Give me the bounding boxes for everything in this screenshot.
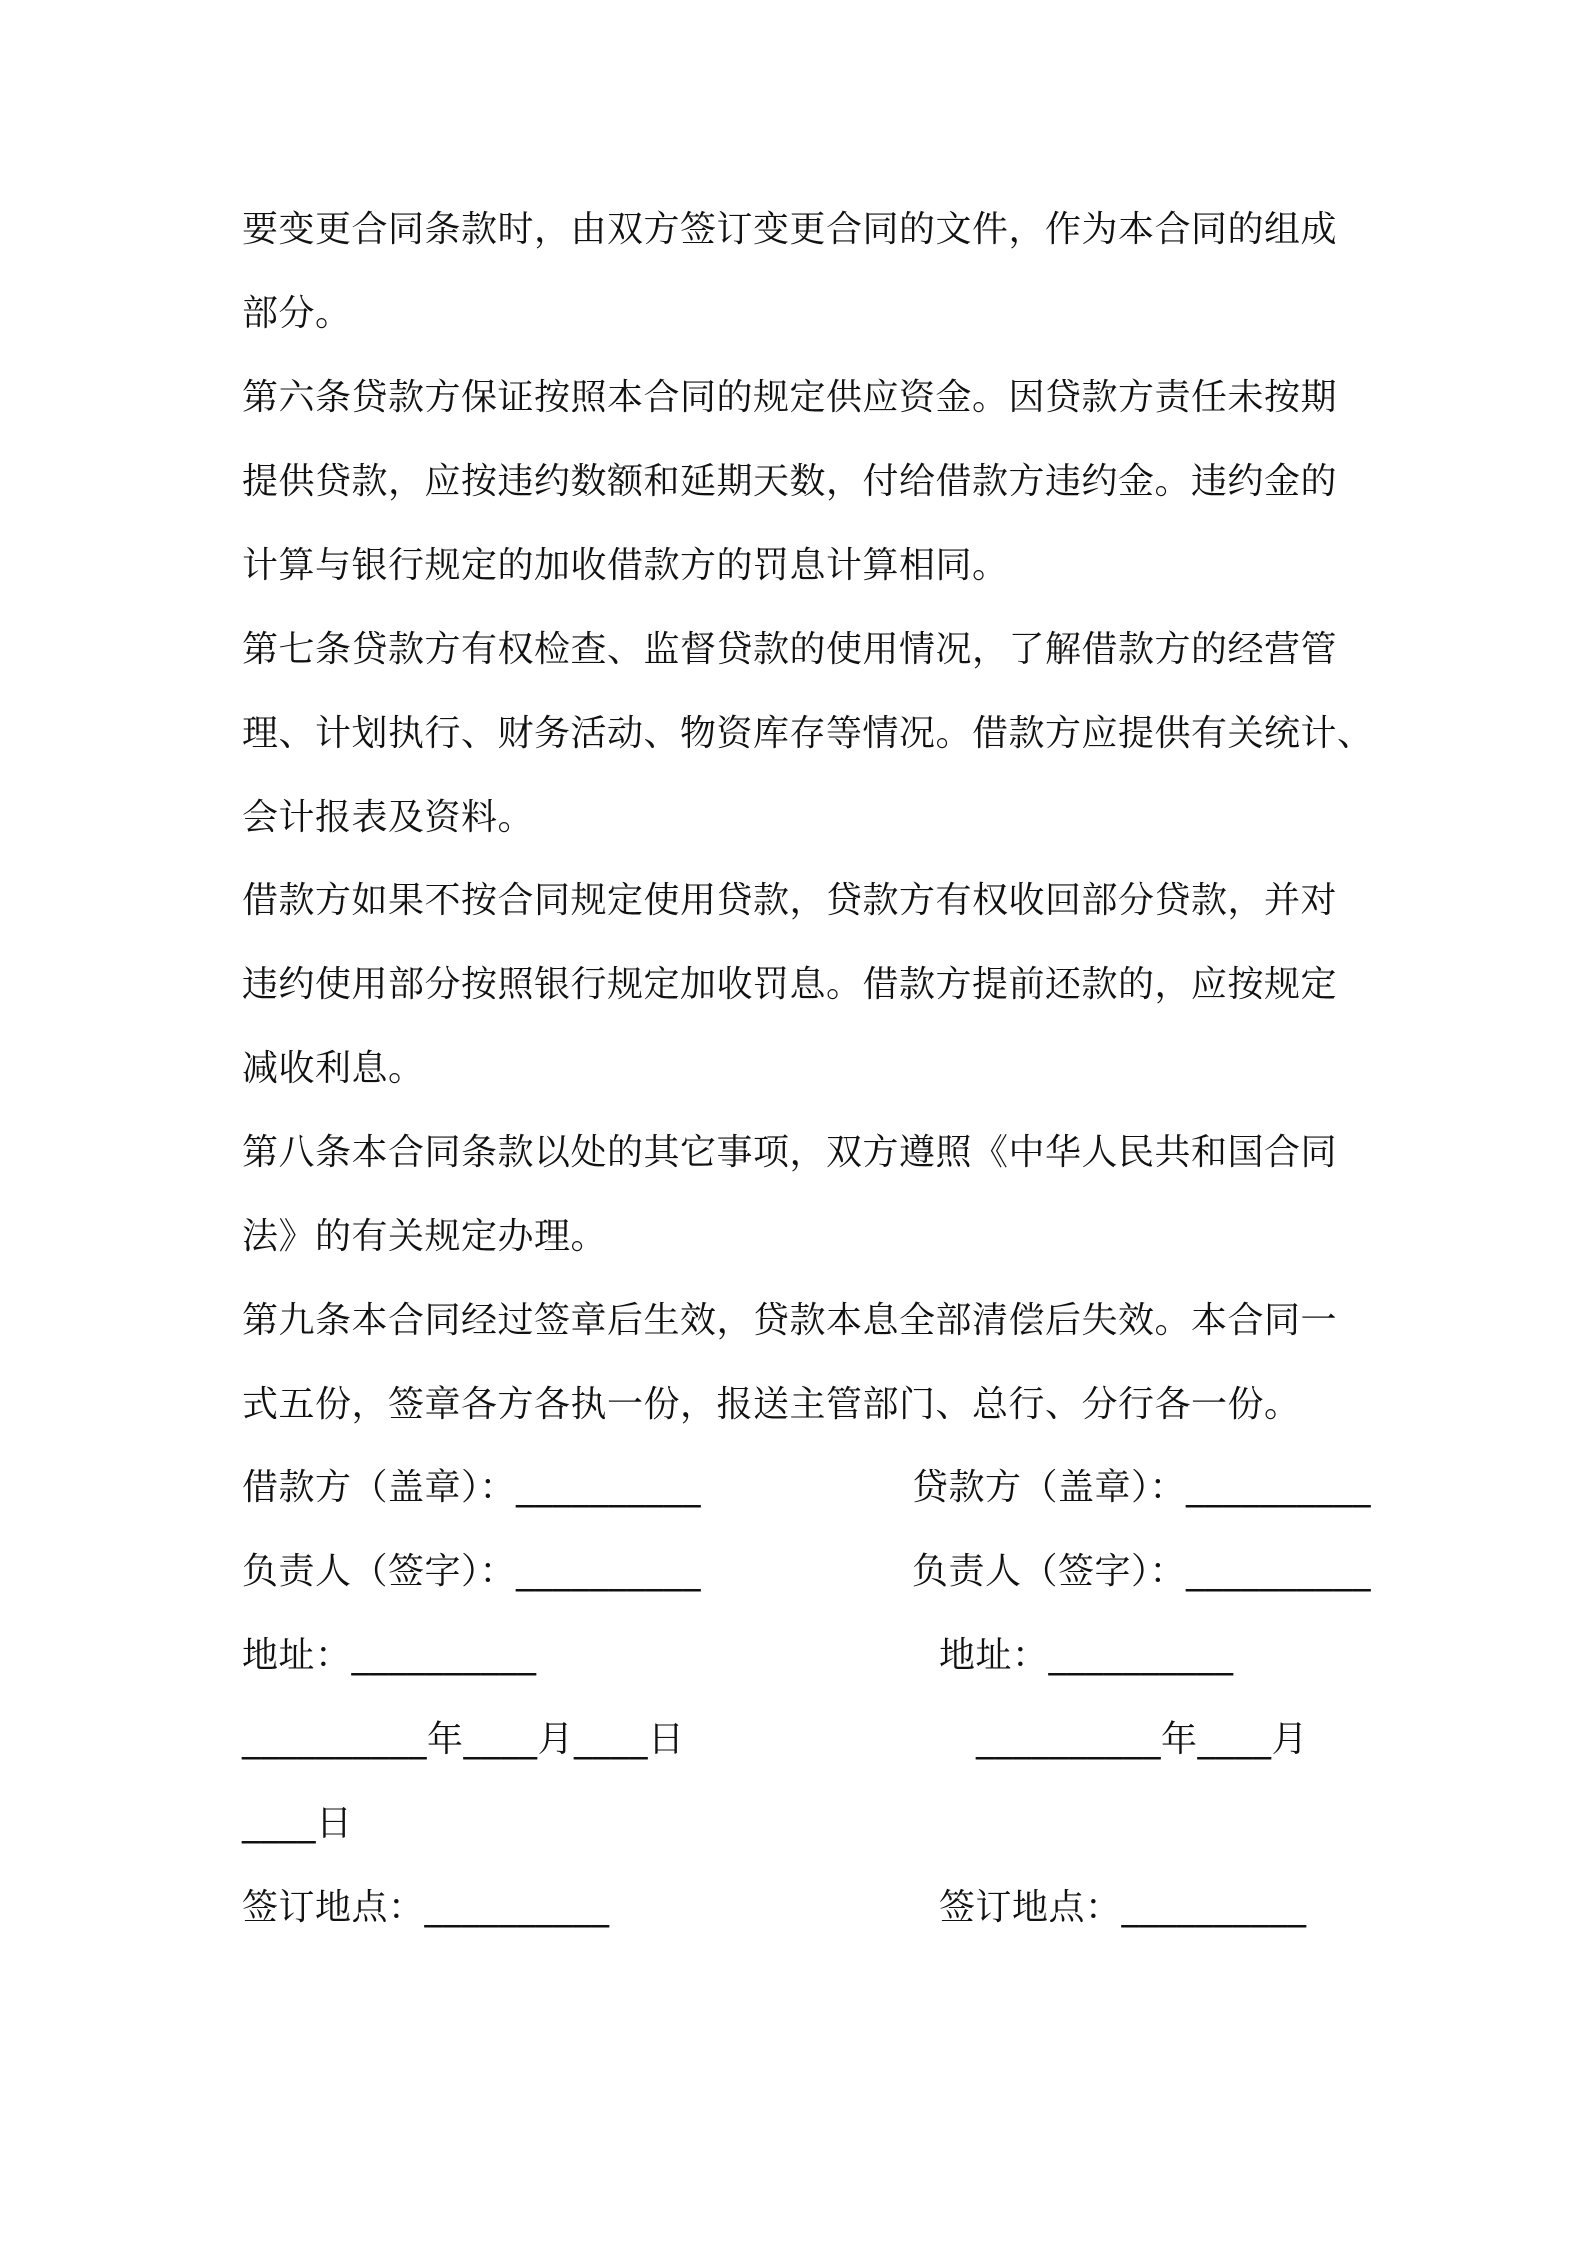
- borrower-seal-field: 借款方（盖章）：__________: [242, 1467, 702, 1508]
- borrower-place-field: 签订地点：__________: [242, 1887, 610, 1928]
- clause-line: 提供贷款，应按违约数额和延期天数，付给借款方违约金。违约金的: [242, 461, 1338, 502]
- clause-line: 要变更合同条款时，由双方签订变更合同的文件，作为本合同的组成: [242, 209, 1338, 250]
- lender-place-field: 签订地点：__________: [939, 1887, 1307, 1928]
- lender-seal-field: 贷款方（盖章）：__________: [912, 1467, 1372, 1508]
- lender-responsible-field: 负责人（签字）：__________: [912, 1551, 1372, 1592]
- clause-line: 第六条贷款方保证按照本合同的规定供应资金。因贷款方责任未按期: [242, 377, 1338, 418]
- clause-line: 借款方如果不按合同规定使用贷款，贷款方有权收回部分贷款，并对: [242, 880, 1338, 921]
- clause-line: 第八条本合同条款以处的其它事项，双方遵照《中华人民共和国合同: [242, 1132, 1338, 1173]
- clause-line: 式五份，签章各方各执一份，报送主管部门、总行、分行各一份。: [242, 1384, 1301, 1425]
- clause-line: 部分。: [242, 293, 352, 334]
- borrower-address-field: 地址：__________: [242, 1635, 537, 1676]
- clause-line: 法》的有关规定办理。: [242, 1216, 608, 1257]
- clause-line: 第七条贷款方有权检查、监督贷款的使用情况，了解借款方的经营管: [242, 629, 1338, 670]
- clause-line: 会计报表及资料。: [242, 797, 535, 838]
- borrower-responsible-field: 负责人（签字）：__________: [242, 1551, 702, 1592]
- clause-line: 违约使用部分按照银行规定加收罚息。借款方提前还款的，应按规定: [242, 964, 1338, 1005]
- clause-line: 计算与银行规定的加收借款方的罚息计算相同。: [242, 545, 1009, 586]
- clause-line: 减收利息。: [242, 1048, 425, 1089]
- clause-line: 第九条本合同经过签章后生效，贷款本息全部清偿后失效。本合同一: [242, 1300, 1338, 1341]
- lender-date-field: __________年____月: [976, 1719, 1308, 1760]
- borrower-date-field: __________年____月____日: [242, 1719, 685, 1760]
- clause-line: 理、计划执行、财务活动、物资库存等情况。借款方应提供有关统计、: [242, 713, 1374, 754]
- borrower-date-day: ____日: [242, 1803, 353, 1844]
- lender-address-field: 地址：__________: [939, 1635, 1234, 1676]
